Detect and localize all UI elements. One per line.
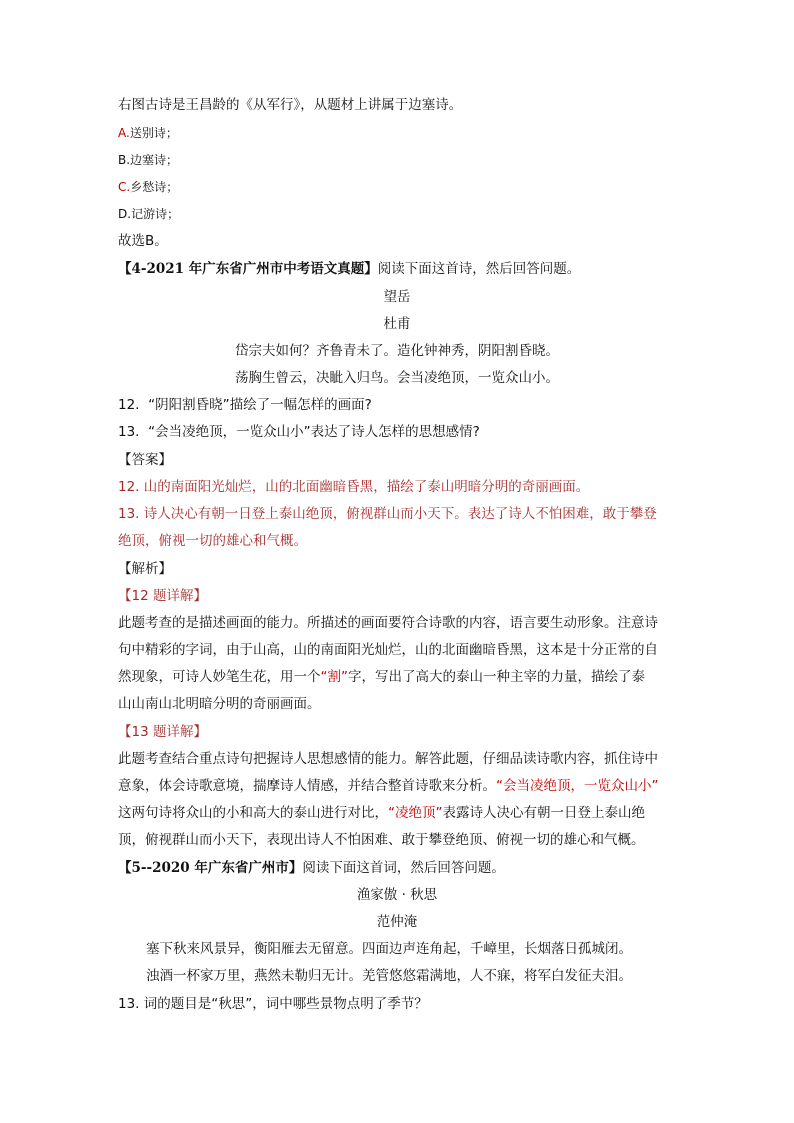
bracket: 【 — [118, 860, 132, 876]
poem-line: 浊酒一杯家万里，燕然未勒归无计。羌管悠悠霜满地，人不寐，将军白发征夫泪。 — [146, 968, 632, 984]
question-13 — [118, 422, 480, 442]
q5-instruction: 阅读下面这首词，然后回答问题。 — [302, 860, 505, 876]
question-num: 13. — [118, 996, 140, 1012]
highlight-text: “割” — [320, 669, 348, 685]
analysis-label: 【解析】 — [118, 561, 172, 577]
question-text: “阴阳割昏晓”描绘了一幅怎样的画面? — [148, 397, 372, 413]
detail-text: 这两句诗将众山的小和高大的泰山进行对比， — [118, 805, 388, 821]
poem-title: 渔家傲 · 秋思 — [356, 887, 438, 903]
poem-author: 杜甫 — [383, 316, 411, 332]
bracket: 】 — [364, 261, 378, 277]
option-letter: D. — [118, 207, 132, 221]
detail-13-label — [118, 722, 207, 742]
option-b — [118, 150, 178, 170]
option-letter: B. — [118, 153, 131, 167]
q5-source: 5--2020 年广东省广州市 — [131, 860, 289, 876]
poem-line: 荡胸生曾云，决眦入归鸟。会当凌绝顶，一览众山小。 — [235, 370, 559, 386]
highlight-text: “会当凌绝顶，一览众山小” — [496, 778, 659, 794]
detail-13-line — [118, 776, 659, 796]
detail-text: 表露诗人决心有朝一日登上泰山绝 — [442, 805, 645, 821]
answer-text: 诗人决心有朝一日登上泰山绝顶，俯视群山而小天下。表达了诗人不怕困难，敢于攀登 — [143, 506, 657, 522]
detail-12-line: 此题考查的是描述画面的能力。所描述的画面要符合诗歌的内容，语言要生动形象。注意诗 — [118, 615, 658, 631]
detail-label-text: 【12 题详解】 — [118, 588, 207, 604]
detail-13-line: 此题考查结合重点诗句把握诗人思想感情的能力。解答此题，仔细品读诗歌内容，抓住诗中 — [118, 751, 658, 767]
q5-heading — [118, 858, 505, 878]
detail-12-line — [118, 667, 645, 687]
q4-source: 4-2021 年广东省广州市中考语文真题 — [131, 261, 365, 277]
poem-line: 岱宗夫如何？齐鲁青未了。造化钟神秀，阴阳割昏晓。 — [235, 343, 559, 359]
option-text: 边塞诗； — [130, 153, 179, 167]
detail-12-label — [118, 586, 207, 606]
option-c — [118, 177, 178, 197]
option-text: 乡愁诗； — [130, 180, 179, 194]
detail-text: 意象，体会诗歌意境，揣摩诗人情感，并结合整首诗歌来分析。 — [118, 778, 496, 794]
highlight-text: “凌绝顶” — [388, 805, 443, 821]
option-letter: A. — [118, 126, 130, 140]
poem-title: 望岳 — [383, 289, 411, 305]
conclusion-text: 故选B。 — [118, 233, 168, 249]
answer-13 — [118, 504, 657, 524]
intro-text: 右图古诗是王昌龄的《从军行》，从题材上讲属于边塞诗。 — [118, 97, 463, 113]
option-text: 送别诗； — [129, 126, 178, 140]
option-text: 记游诗； — [131, 207, 180, 221]
question-num: 13. — [118, 424, 140, 440]
option-d — [118, 204, 179, 224]
poem-author: 范仲淹 — [376, 914, 418, 930]
option-letter: C. — [118, 180, 131, 194]
q4-heading — [118, 259, 580, 279]
answer-text: 山的南面阳光灿烂，山的北面幽暗昏黑，描绘了泰山明暗分明的奇丽画面。 — [143, 479, 590, 495]
detail-12-line: 句中精彩的字词，由于山高，山的南面阳光灿烂，山的北面幽暗昏黑，这本是十分正常的自 — [118, 642, 658, 658]
detail-12-line: 山山南山北明暗分明的奇丽画面。 — [118, 696, 321, 712]
answer-12 — [118, 477, 589, 497]
question-12 — [118, 395, 372, 415]
answer-num: 13. — [118, 506, 140, 522]
option-a — [118, 123, 178, 143]
answer-label: 【答案】 — [118, 452, 172, 468]
detail-text: 字，写出了高大的泰山一种主宰的力量，描绘了泰 — [348, 669, 645, 685]
detail-13-line — [118, 803, 645, 823]
question-text: “会当凌绝顶，一览众山小”表达了诗人怎样的思想感情? — [148, 424, 480, 440]
answer-num: 12. — [118, 479, 140, 495]
q4-instruction: 阅读下面这首诗，然后回答问题。 — [377, 261, 581, 277]
bracket: 【 — [118, 261, 132, 277]
question-num: 12. — [118, 397, 140, 413]
bracket: 】 — [288, 860, 303, 876]
detail-text: 然现象，可诗人妙笔生花，用一个 — [118, 669, 321, 685]
detail-13-line: 顶，俯视群山而小天下，表现出诗人不怕困难、敢于攀登绝顶、俯视一切的雄心和气概。 — [118, 832, 645, 848]
answer-13-cont: 绝顶，俯视一切的雄心和气概。 — [118, 533, 307, 549]
poem-line: 塞下秋来风景异，衡阳雁去无留意。四面边声连角起，千嶂里，长烟落日孤城闭。 — [146, 941, 632, 957]
detail-label-text: 【13 题详解】 — [118, 724, 207, 740]
question-13 — [118, 994, 428, 1014]
question-text: 词的题目是“秋思”，词中哪些景物点明了季节？ — [143, 996, 428, 1012]
